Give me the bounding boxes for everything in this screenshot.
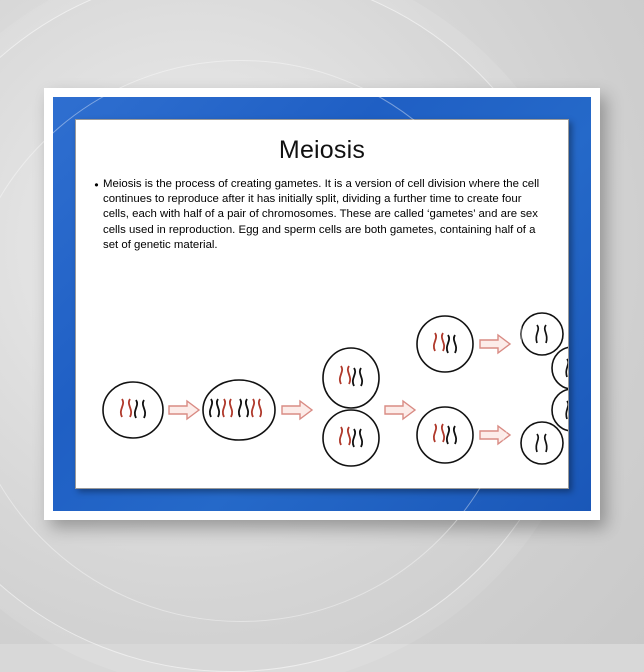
arrow-4-bottom-icon — [480, 426, 510, 444]
arrow-2-icon — [282, 401, 312, 419]
daughter-cell-top — [323, 348, 379, 408]
arrow-4-top-icon — [480, 335, 510, 353]
body-paragraph: Meiosis is the process of creating gametes. It is a version of cell division where the cell continues to reproduce after it has initially split, dividing a further time to create four cells, each with half of a pair of chromosomes. These are called ‘gametes’ and are sex cells used in reproduction. Egg and sperm cells are both gametes, containing half of a set of genetic material. — [103, 178, 540, 251]
bullet-list-item — [90, 177, 550, 253]
slide-content-area — [75, 119, 569, 489]
page-title: Meiosis — [278, 136, 366, 164]
bullet-dot-icon: • — [94, 178, 99, 192]
poster-blue-frame — [53, 97, 591, 511]
arrow-1-icon — [169, 401, 199, 419]
body-text-block — [90, 177, 550, 253]
dividing-cell-bottom — [417, 407, 473, 463]
gamete-3 — [552, 389, 569, 431]
meiosis-diagram-svg — [76, 298, 569, 480]
dividing-cell-top — [417, 316, 473, 372]
parent-cell — [103, 382, 163, 438]
gamete-1 — [521, 313, 563, 355]
arrow-3-icon — [385, 401, 415, 419]
body-text-clip — [90, 177, 550, 253]
gamete-4 — [521, 422, 563, 464]
gamete-2 — [552, 347, 569, 389]
meiosis-diagram — [76, 298, 568, 480]
poster — [44, 88, 600, 520]
daughter-cell-bottom — [323, 410, 379, 466]
replicated-cell — [203, 380, 275, 440]
